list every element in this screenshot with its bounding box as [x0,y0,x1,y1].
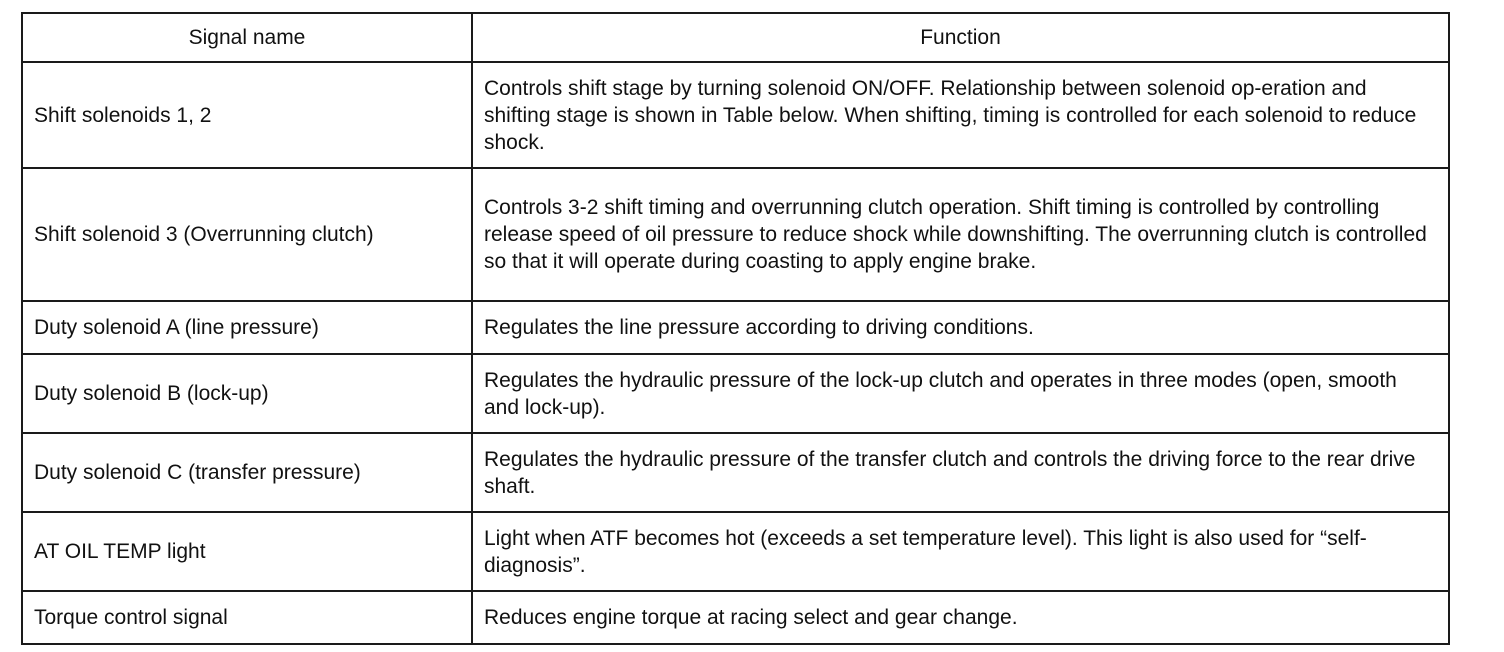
function-cell: Light when ATF becomes hot (exceeds a set temperature level). This light is also used for “self-diagnosis”. [472,512,1449,591]
signal-name-cell: Shift solenoids 1, 2 [22,62,472,168]
table-row [22,168,1449,301]
signal-name-cell: Duty solenoid C (transfer pressure) [22,433,472,512]
header-function: Function [472,13,1449,62]
function-cell: Regulates the line pressure according to driving conditions. [472,301,1449,354]
table-row [22,354,1449,433]
signal-name-cell: Duty solenoid A (line pressure) [22,301,472,354]
table-row [22,433,1449,512]
signal-name-cell: Torque control signal [22,591,472,644]
table-row [22,512,1449,591]
table-header-row [22,13,1449,62]
function-cell: Regulates the hydraulic pressure of the lock-up clutch and operates in three modes (open, smooth and lock-up). [472,354,1449,433]
signal-name-cell: AT OIL TEMP light [22,512,472,591]
table-row [22,301,1449,354]
function-cell: Controls 3-2 shift timing and overrunning clutch operation. Shift timing is controlled by controlling release speed of oil pressure to reduce shock while downshifting. The overrunning clutch is controlled so that it will operate during coasting to apply engine brake. [472,168,1449,301]
function-cell: Reduces engine torque at racing select and gear change. [472,591,1449,644]
table-row [22,62,1449,168]
table-row [22,591,1449,644]
function-cell: Regulates the hydraulic pressure of the transfer clutch and controls the driving force to the rear drive shaft. [472,433,1449,512]
header-signal-name: Signal name [22,13,472,62]
signal-name-cell: Duty solenoid B (lock-up) [22,354,472,433]
signal-name-cell: Shift solenoid 3 (Overrunning clutch) [22,168,472,301]
signal-function-table [21,12,1450,645]
function-cell: Controls shift stage by turning solenoid ON/OFF. Relationship between solenoid op-eration and shifting stage is shown in Table below. When shifting, timing is controlled for each solenoid to reduce shock. [472,62,1449,168]
